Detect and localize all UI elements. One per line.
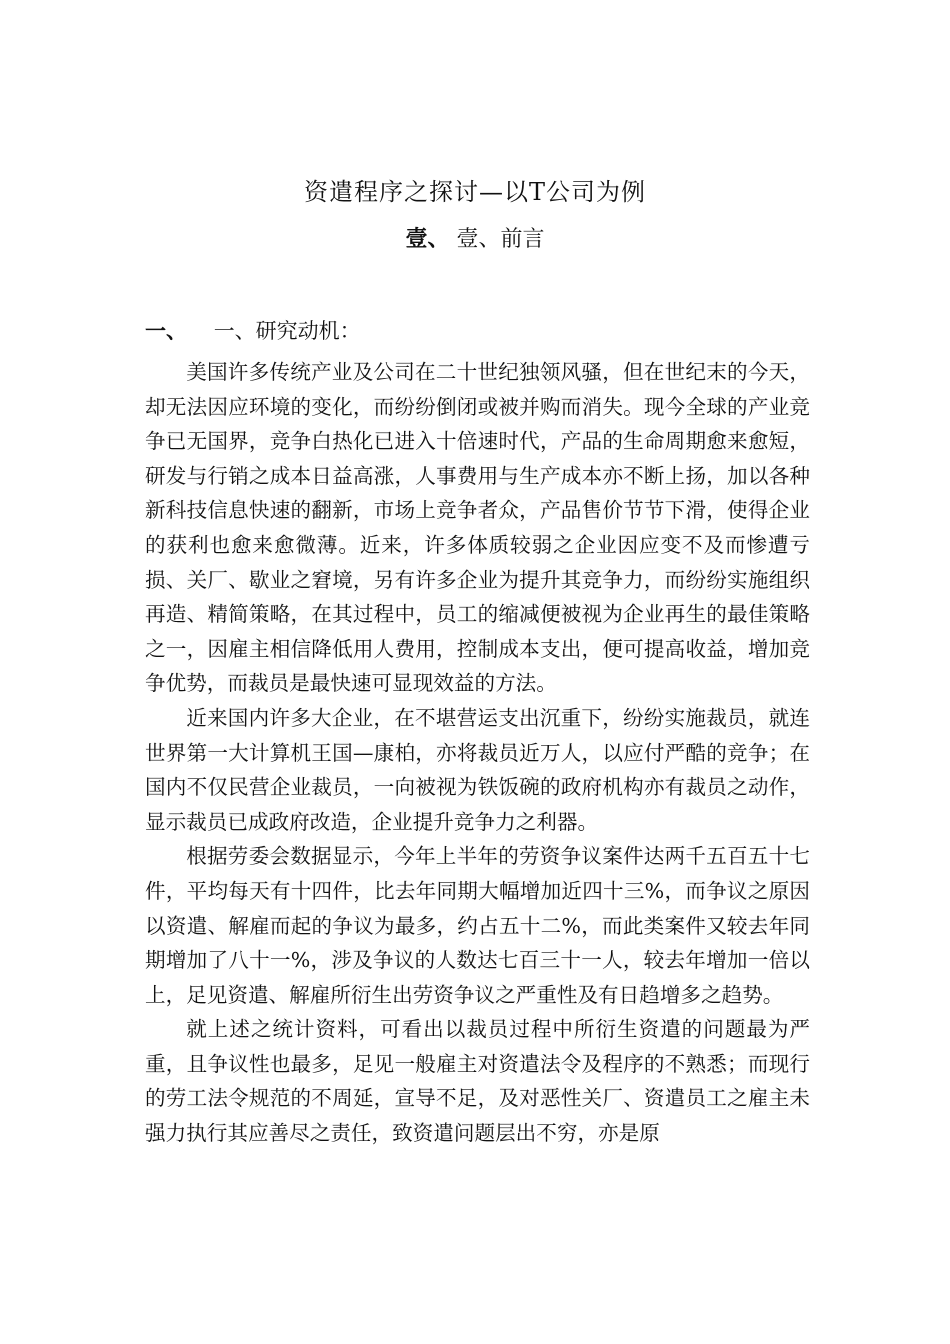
body-text — [145, 355, 810, 1151]
section-number: 一、 — [145, 319, 187, 343]
chapter-title: 壹、前言 — [456, 227, 545, 252]
paragraph-2: 近来国内许多大企业，在不堪营运支出沉重下，纷纷实施裁员，就连世界第一大计算机王国—康柏，亦将裁员近万人，以应付严酷的竞争；在国内不仅民营企业裁员，一向被视为铁饭碗的政府机构亦有裁员之动作，显示裁员已成政府改造，企业提升竞争力之利器。 — [145, 705, 810, 834]
chapter-heading — [0, 222, 950, 258]
section-title: 一、研究动机： — [213, 319, 361, 343]
document-title: 资遣程序之探讨—以T公司为例 — [303, 178, 646, 206]
chapter-number: 壹、 — [405, 227, 450, 252]
paragraph-3: 根据劳委会数据显示，今年上半年的劳资争议案件达两千五百五十七件，平均每天有十四件，比去年同期大幅增加近四十三%，而争议之原因以资遣、解雇而起的争议为最多，约占五十二%，而此类案件又较去年同期增加了八十一%，涉及争议的人数达七百三十一人，较去年增加一倍以上，足见资遣、解雇所衍生出劳资争议之严重性及有日趋增多之趋势。 — [145, 844, 810, 1007]
paragraph-4: 就上述之统计资料，可看出以裁员过程中所衍生资遣的问题最为严重，且争议性也最多，足见一般雇主对资遣法令及程序的不熟悉；而现行的劳工法令规范的不周延，宣导不足，及对恶性关厂、资遣员工之雇主未强力执行其应善尽之责任，致资遣问题层出不穷，亦是原 — [145, 1017, 810, 1146]
section-heading — [145, 314, 361, 348]
paragraph-1: 美国许多传统产业及公司在二十世纪独领风骚，但在世纪末的今天，却无法因应环境的变化，而纷纷倒闭或被并购而消失。现今全球的产业竞争已无国界，竞争白热化已进入十倍速时代，产品的生命周期愈来愈短，研发与行销之成本日益高涨，人事费用与生产成本亦不断上扬，加以各种新科技信息快速的翻新，市场上竞争者众，产品售价节节下滑，使得企业的获利也愈来愈微薄。近来，许多体质较弱之企业因应变不及而惨遭亏损、关厂、歇业之窘境，另有许多企业为提升其竞争力，而纷纷实施组织再造、精简策略，在其过程中，员工的缩减便被视为企业再生的最佳策略之一，因雇主相信降低用人费用，控制成本支出，便可提高收益，增加竞争优势，而裁员是最快速可显现效益的方法。 — [145, 360, 810, 696]
